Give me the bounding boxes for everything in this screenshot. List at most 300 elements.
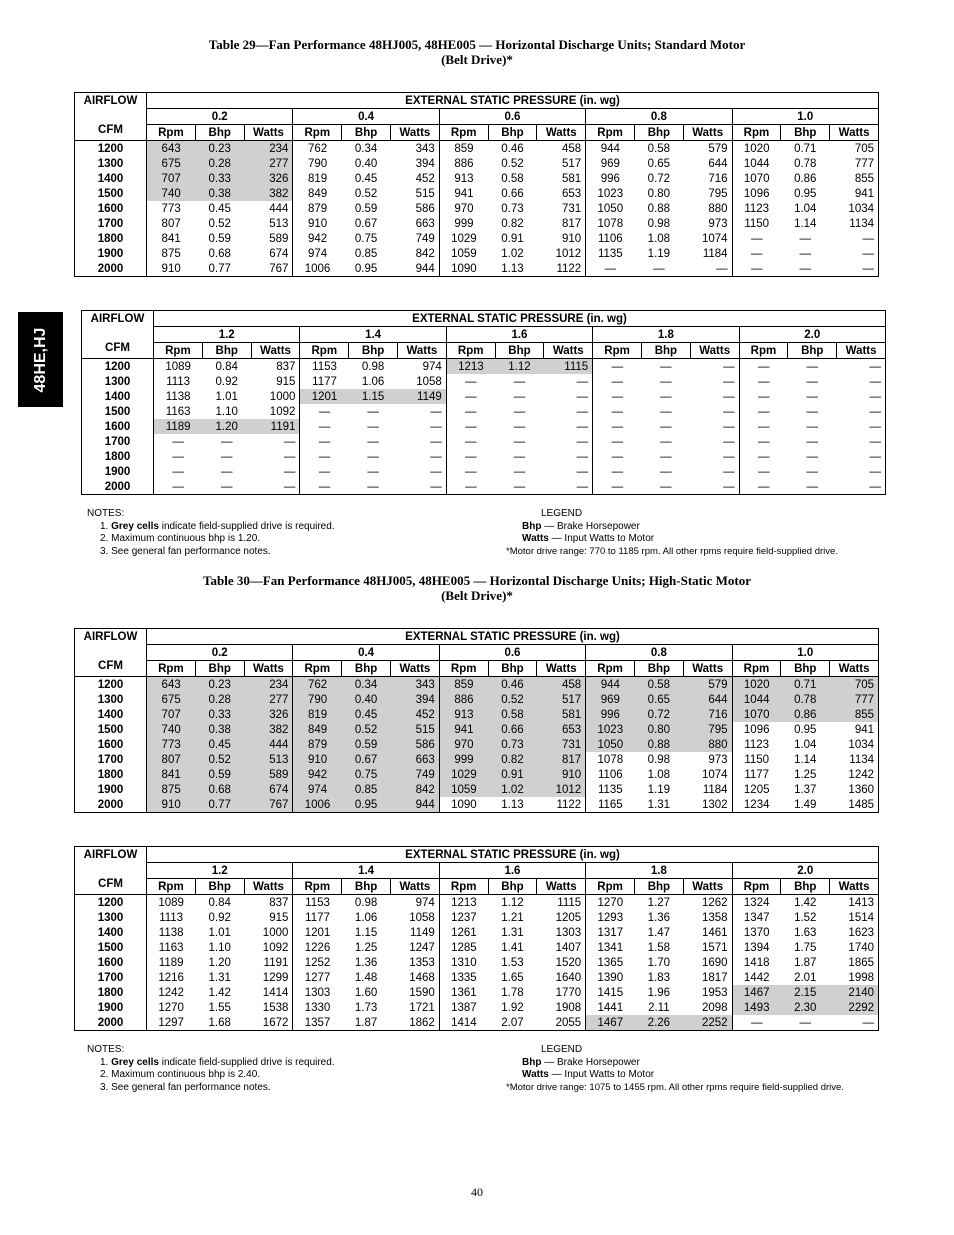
rpm-value: 1078	[597, 753, 624, 766]
bhp-value: —	[367, 405, 379, 418]
watts-value: —	[837, 434, 886, 449]
watts-value: —	[837, 404, 886, 419]
rpm-column-header: Rpm	[732, 125, 781, 141]
watts-value: 234	[244, 141, 293, 157]
watts-value: 1538	[244, 1000, 293, 1015]
bhp-value: 0.34	[342, 677, 391, 693]
watts-value: —	[690, 419, 739, 434]
legend-standard-motor	[506, 508, 876, 558]
watts-value: —	[544, 419, 593, 434]
table-row	[82, 404, 886, 419]
rpm-value: 910	[161, 262, 181, 275]
bhp-value: 2.26	[634, 1015, 683, 1031]
table29-caption-line1: Table 29—Fan Performance 48HJ005, 48HE005 — Horizontal Discharge Units; Standard Motor	[208, 37, 746, 52]
rpm-value: 841	[161, 232, 181, 245]
cfm-header: CFM	[75, 661, 147, 677]
rpm-value: 1213	[451, 896, 477, 909]
rpm-value: 1106	[597, 768, 623, 781]
bhp-value: 0.52	[354, 187, 378, 200]
rpm-column-header: Rpm	[586, 879, 635, 895]
bhp-value: —	[799, 232, 811, 245]
bhp-value: 0.85	[354, 247, 378, 260]
bhp-value: 0.66	[501, 187, 524, 200]
watts-value: 767	[244, 261, 293, 277]
bhp-value: 0.91	[488, 767, 537, 782]
rpm-value: —	[757, 465, 770, 478]
pressure-header: 1.0	[732, 645, 878, 661]
rpm-value: —	[465, 435, 477, 448]
bhp-value: —	[806, 480, 818, 493]
watts-value: —	[544, 374, 593, 389]
watts-value: —	[837, 464, 886, 479]
bhp-value: 0.92	[208, 911, 231, 924]
bhp-value: 1.36	[354, 956, 378, 969]
watts-column-header: Watts	[830, 661, 879, 677]
rpm-value: 879	[293, 737, 342, 752]
bhp-value: 0.45	[354, 172, 378, 185]
rpm-column-header: Rpm	[293, 125, 342, 141]
airflow-header-spacer	[75, 863, 147, 879]
airflow-header: AIRFLOW	[82, 311, 154, 327]
rpm-value: 1106	[597, 232, 623, 245]
watts-value: —	[690, 374, 739, 389]
bhp-value: —	[799, 247, 811, 260]
rpm-value: 1341	[597, 941, 624, 954]
rpm-value: 1357	[304, 1016, 331, 1029]
bhp-value: 0.58	[501, 172, 524, 185]
bhp-value: 2.15	[781, 985, 830, 1000]
bhp-value: 1.87	[354, 1016, 378, 1029]
rpm-value: 1006	[304, 262, 331, 275]
rpm-value: 1317	[597, 926, 624, 939]
watts-value: 2292	[830, 1000, 879, 1015]
bhp-value: 1.02	[488, 782, 537, 797]
external-static-pressure-header: EXTERNAL STATIC PRESSURE (in. wg)	[147, 93, 879, 109]
cfm-value: 2000	[75, 261, 147, 277]
rpm-column-header: Rpm	[439, 661, 488, 677]
bhp-column-header: Bhp	[641, 343, 690, 359]
watts-value: —	[830, 246, 879, 261]
watts-value: 767	[244, 797, 293, 813]
rpm-value: 886	[454, 157, 474, 170]
bhp-value: 0.38	[195, 186, 244, 201]
watts-value: 674	[244, 782, 293, 797]
bhp-value: 0.88	[634, 737, 683, 752]
watts-value: 1058	[397, 374, 446, 389]
rpm-value: —	[750, 1016, 763, 1029]
watts-value: 458	[537, 141, 586, 157]
bhp-value: 1.04	[794, 202, 817, 215]
bhp-value: —	[513, 450, 526, 463]
airflow-header-spacer	[75, 109, 147, 125]
watts-value: 674	[244, 246, 293, 261]
pressure-header: 1.8	[586, 863, 732, 879]
bhp-value: 1.12	[495, 359, 544, 375]
watts-value: 444	[244, 737, 293, 752]
rpm-value: 1361	[451, 986, 477, 999]
watts-value: 944	[390, 797, 439, 813]
rpm-value: 1059	[451, 247, 477, 260]
watts-value: 452	[390, 171, 439, 186]
note-1: 1. Grey cells indicate field-supplied drive is required.	[100, 1056, 335, 1068]
cfm-value: 1900	[75, 246, 147, 261]
rpm-value: 1044	[732, 692, 781, 707]
rpm-value: —	[611, 420, 624, 433]
rpm-value: 1020	[743, 142, 770, 155]
bhp-value: 1.10	[215, 405, 238, 418]
rpm-value: 1163	[165, 405, 191, 418]
cfm-value: 1600	[75, 737, 147, 752]
rpm-column-header: Rpm	[586, 661, 635, 677]
watts-value: 513	[244, 752, 293, 767]
rpm-value: 1177	[312, 375, 337, 388]
bhp-value: 1.06	[361, 375, 385, 388]
cfm-value: 1500	[75, 722, 147, 737]
bhp-value: —	[367, 435, 379, 448]
watts-value: 1721	[390, 1000, 439, 1015]
watts-value: 517	[537, 692, 586, 707]
rpm-value: —	[611, 360, 624, 373]
watts-value: —	[690, 389, 739, 404]
rpm-value: 970	[439, 737, 488, 752]
cfm-value: 1500	[75, 940, 147, 955]
side-tab-label: 48HE,HJ	[31, 327, 49, 392]
rpm-value: 1347	[743, 911, 770, 924]
bhp-column-header: Bhp	[349, 343, 398, 359]
watts-value: 817	[537, 752, 586, 767]
table-row	[75, 722, 879, 737]
bhp-value: 1.01	[215, 390, 238, 403]
fan-performance-table	[81, 310, 886, 495]
cfm-value: 1400	[75, 707, 147, 722]
rpm-value: 1089	[158, 896, 184, 909]
cfm-header: CFM	[75, 125, 147, 141]
rpm-value: 1415	[597, 986, 624, 999]
watts-value: 517	[537, 156, 586, 171]
watts-column-header: Watts	[683, 125, 732, 141]
watts-value: —	[830, 231, 879, 246]
watts-value: 1247	[390, 940, 439, 955]
rpm-value: 1242	[158, 986, 184, 999]
bhp-column-header: Bhp	[488, 125, 537, 141]
rpm-value: 1023	[597, 187, 624, 200]
table-row	[82, 479, 886, 495]
pressure-header: 1.4	[300, 327, 446, 343]
rpm-value: 1493	[732, 1000, 781, 1015]
bhp-column-header: Bhp	[788, 343, 837, 359]
rpm-value: 1090	[451, 798, 477, 811]
watts-value: 586	[390, 201, 439, 216]
table-row	[75, 692, 879, 707]
watts-value: 974	[397, 359, 446, 375]
rpm-value: 1285	[451, 941, 477, 954]
rpm-value: 941	[454, 187, 474, 200]
bhp-value: 1.48	[354, 971, 378, 984]
watts-column-header: Watts	[390, 125, 439, 141]
motor-drive-range: *Motor drive range: 770 to 1185 rpm. All other rpms require field-supplied drive.	[506, 545, 838, 557]
watts-value: 1413	[830, 895, 879, 911]
table-row	[75, 737, 879, 752]
watts-value: —	[397, 449, 446, 464]
watts-value: 1672	[244, 1015, 293, 1031]
pressure-header: 2.0	[739, 327, 885, 343]
pressure-header: 1.6	[439, 863, 585, 879]
watts-value: —	[397, 404, 446, 419]
cfm-value: 1400	[75, 171, 147, 186]
rpm-value: 849	[293, 722, 342, 737]
rpm-value: 1261	[451, 926, 477, 939]
watts-value: 653	[537, 722, 586, 737]
rpm-value: 859	[454, 142, 474, 155]
rpm-value: 773	[147, 737, 196, 752]
rpm-value: —	[611, 375, 624, 388]
watts-value: 452	[390, 707, 439, 722]
bhp-value: —	[806, 390, 818, 403]
airflow-header: AIRFLOW	[75, 93, 147, 109]
rpm-value: 643	[147, 677, 196, 693]
bhp-value: 0.75	[342, 767, 391, 782]
bhp-value: 0.58	[488, 707, 537, 722]
watts-value: 1115	[544, 359, 593, 375]
rpm-value: —	[611, 450, 624, 463]
bhp-column-header: Bhp	[202, 343, 251, 359]
pressure-header: 2.0	[732, 863, 878, 879]
rpm-value: 1441	[597, 1001, 624, 1014]
watts-column-header: Watts	[244, 879, 293, 895]
bhp-value: 0.38	[195, 722, 244, 737]
watts-value: 2098	[683, 1000, 732, 1015]
bhp-value: —	[806, 435, 818, 448]
watts-value: 1953	[683, 985, 732, 1000]
watts-value: 1058	[390, 910, 439, 925]
watts-column-header: Watts	[390, 661, 439, 677]
bhp-value: 0.73	[488, 737, 537, 752]
watts-value: 1414	[244, 985, 293, 1000]
rpm-column-header: Rpm	[300, 343, 349, 359]
watts-value: 1520	[537, 955, 586, 970]
bhp-value: 1.60	[354, 986, 378, 999]
legend-title: LEGEND	[541, 1044, 583, 1055]
rpm-value: 1270	[158, 1001, 184, 1014]
bhp-value: 0.98	[647, 753, 671, 766]
bhp-value: 0.46	[488, 677, 537, 693]
watts-value: —	[837, 374, 886, 389]
watts-value: 1358	[683, 910, 732, 925]
watts-value: —	[251, 479, 300, 495]
table-row	[75, 752, 879, 767]
bhp-value: 0.52	[208, 217, 231, 230]
bhp-value: 1.08	[647, 768, 671, 781]
rpm-value: —	[465, 405, 477, 418]
bhp-value: 1.65	[501, 971, 524, 984]
watts-value: 716	[683, 707, 732, 722]
watts-value: 663	[390, 752, 439, 767]
watts-value: 581	[537, 171, 586, 186]
rpm-value: —	[750, 247, 763, 260]
watts-value: 513	[244, 216, 293, 231]
rpm-value: 762	[307, 142, 328, 155]
watts-value: 1149	[390, 925, 439, 940]
bhp-value: 1.87	[794, 956, 817, 969]
watts-value: 1012	[537, 246, 586, 261]
rpm-value: 1123	[744, 202, 770, 215]
watts-value: 1191	[244, 955, 293, 970]
watts-value: 1092	[251, 404, 300, 419]
bhp-value: —	[660, 480, 672, 493]
bhp-value: 1.96	[647, 986, 671, 999]
bhp-value: 1.01	[208, 926, 231, 939]
table-row	[82, 464, 886, 479]
cfm-value: 1400	[75, 925, 147, 940]
watts-value: —	[690, 404, 739, 419]
cfm-value: 1900	[75, 1000, 147, 1015]
bhp-value: 0.45	[208, 202, 231, 215]
bhp-value: 1.14	[794, 753, 817, 766]
table-row	[75, 707, 879, 722]
table-row	[75, 246, 879, 261]
watts-value: 458	[537, 677, 586, 693]
watts-value: 1461	[683, 925, 732, 940]
bhp-value: —	[367, 465, 379, 478]
bhp-value: 0.98	[354, 896, 378, 909]
rpm-value: —	[611, 480, 624, 493]
bhp-value: 1.14	[794, 217, 817, 230]
table-row	[75, 261, 879, 277]
rpm-value: 941	[439, 722, 488, 737]
legend-title: LEGEND	[541, 508, 583, 519]
rpm-value: 1303	[304, 986, 331, 999]
table-row	[75, 1000, 879, 1015]
bhp-value: —	[660, 420, 672, 433]
rpm-value: 1387	[451, 1001, 477, 1014]
bhp-value: 1.49	[794, 798, 817, 811]
cfm-header: CFM	[82, 343, 154, 359]
bhp-value: —	[806, 420, 818, 433]
watts-value: 731	[537, 737, 586, 752]
watts-value: 343	[390, 141, 439, 157]
rpm-value: 740	[147, 722, 196, 737]
bhp-value: 0.46	[501, 142, 524, 155]
rpm-value: 1023	[586, 722, 635, 737]
airflow-header-spacer	[82, 327, 154, 343]
watts-value: —	[544, 434, 593, 449]
cfm-value: 1300	[82, 374, 154, 389]
rpm-column-header: Rpm	[593, 343, 642, 359]
rpm-value: 969	[600, 157, 620, 170]
rpm-value: 1330	[304, 1001, 331, 1014]
watts-value: 910	[537, 767, 586, 782]
bhp-value: 0.67	[354, 217, 378, 230]
watts-value: —	[544, 449, 593, 464]
bhp-value: 0.80	[634, 722, 683, 737]
bhp-value: 1.42	[208, 986, 231, 999]
bhp-value: 0.91	[501, 232, 524, 245]
watts-value: 915	[251, 374, 300, 389]
rpm-value: —	[465, 465, 477, 478]
cfm-header: CFM	[75, 879, 147, 895]
rpm-value: 1177	[744, 768, 770, 781]
rpm-value: 849	[307, 187, 328, 200]
cfm-value: 1200	[75, 677, 147, 693]
bhp-value: 0.84	[208, 896, 231, 909]
rpm-value: 1252	[304, 956, 331, 969]
watts-value: 855	[830, 171, 879, 186]
rpm-value: 841	[147, 767, 196, 782]
note-2: 2. Maximum continuous bhp is 2.40.	[100, 1069, 261, 1080]
watts-value: 1407	[537, 940, 586, 955]
watts-value: 1205	[537, 910, 586, 925]
table-row	[82, 374, 886, 389]
watts-column-header: Watts	[830, 125, 879, 141]
watts-value: —	[690, 434, 739, 449]
rpm-value: —	[465, 450, 477, 463]
bhp-column-header: Bhp	[634, 125, 683, 141]
watts-value: 1115	[537, 895, 586, 911]
rpm-value: 974	[293, 782, 342, 797]
rpm-value: —	[172, 465, 184, 478]
rpm-value: 1201	[300, 389, 349, 404]
notes-standard-motor	[87, 508, 507, 558]
watts-value: 855	[830, 707, 879, 722]
rpm-value: 773	[161, 202, 181, 215]
cfm-value: 1300	[75, 910, 147, 925]
watts-value: 1034	[830, 201, 879, 216]
watts-value: 382	[244, 722, 293, 737]
watts-value: 1360	[830, 782, 879, 797]
bhp-value: 0.58	[634, 677, 683, 693]
external-static-pressure-header: EXTERNAL STATIC PRESSURE (in. wg)	[147, 629, 879, 645]
bhp-value: —	[513, 465, 526, 478]
rpm-value: —	[318, 420, 331, 433]
rpm-value: 790	[293, 692, 342, 707]
rpm-column-header: Rpm	[293, 661, 342, 677]
watts-value: —	[830, 1015, 879, 1031]
bhp-value: 0.78	[794, 157, 817, 170]
watts-column-header: Watts	[683, 879, 732, 895]
bhp-value: 0.65	[647, 157, 671, 170]
rpm-value: —	[318, 480, 331, 493]
bhp-value: 0.28	[195, 156, 244, 171]
rpm-value: —	[172, 480, 184, 493]
watts-value: —	[397, 464, 446, 479]
bhp-value: 1.02	[501, 247, 524, 260]
cfm-value: 1800	[82, 449, 154, 464]
cfm-value: 2000	[82, 479, 154, 495]
watts-value: 394	[390, 692, 439, 707]
watts-value: 586	[390, 737, 439, 752]
rpm-value: —	[611, 465, 624, 478]
watts-value: 1000	[251, 389, 300, 404]
bhp-value: 1.73	[354, 1001, 378, 1014]
note-2: 2. Maximum continuous bhp is 1.20.	[100, 533, 261, 544]
bhp-value: 1.27	[647, 896, 671, 909]
watts-value: 1865	[830, 955, 879, 970]
rpm-value: —	[465, 375, 477, 388]
watts-value: 705	[830, 677, 879, 693]
watts-value: 777	[830, 692, 879, 707]
bhp-value: 0.78	[781, 692, 830, 707]
table-row	[75, 216, 879, 231]
rpm-value: 1096	[743, 187, 770, 200]
bhp-value: 1.25	[794, 768, 817, 781]
watts-value: 1184	[683, 246, 732, 261]
watts-value: 1740	[830, 940, 879, 955]
watts-value: 974	[390, 895, 439, 911]
watts-value: 1191	[251, 419, 300, 434]
cfm-value: 1700	[75, 752, 147, 767]
watts-value: 1184	[683, 782, 732, 797]
bhp-value: —	[653, 262, 665, 275]
